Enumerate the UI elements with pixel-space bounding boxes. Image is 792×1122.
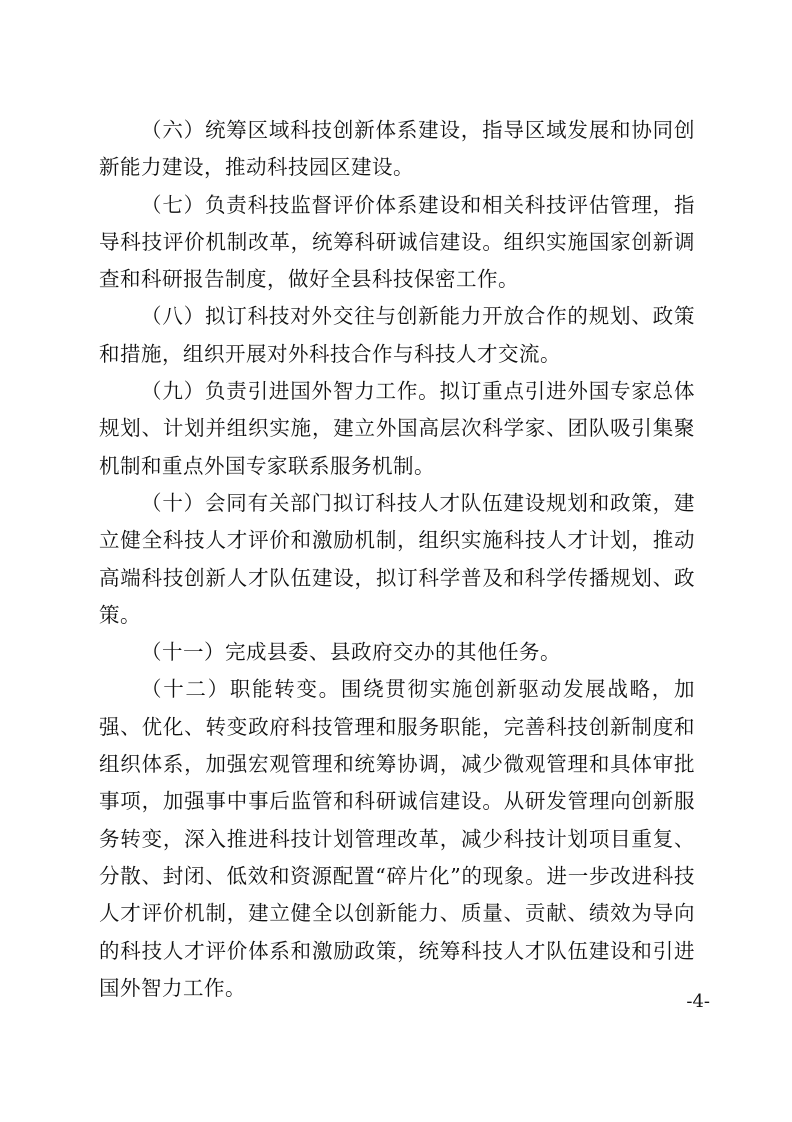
paragraph-item-9: （九）负责引进国外智力工作。拟订重点引进外国专家总体规划、计划并组织实施，建立外国高层次科学家、团队吸引集聚机制和重点外国专家联系服务机制。: [99, 379, 695, 478]
page-number: -4-: [686, 991, 710, 1012]
paragraph-item-8: （八）拟订科技对外交往与创新能力开放合作的规划、政策和措施，组织开展对外科技合作与科技人才交流。: [99, 304, 695, 366]
paragraph-item-11: （十一）完成县委、县政府交办的其他任务。: [141, 640, 561, 665]
paragraph-item-7: （七）负责科技监督评价体系建设和相关科技评估管理，指导科技评价机制改革，统筹科研诚信建设。组织实施国家创新调查和科研报告制度，做好全县科技保密工作。: [99, 192, 695, 292]
paragraph-item-12: （十二）职能转变。围绕贯彻实施创新驱动发展战略，加强、优化、转变政府科技管理和服务职能，完善科技创新制度和组织体系，加强宏观管理和统筹协调，减少微观管理和具体审批事项，加强事中事后监管和科研诚信建设。从研发管理向创新服务转变，深入推进科技计划管理改革，减少科技计划项目重复、分散、封闭、低效和资源配置“碎片化”的现象。进一步改进科技人才评价机制，建立健全以创新能力、质量、贡献、绩效为导向的科技人才评价体系和激励政策，统筹科技人才队伍建设和引进国外智力工作。: [99, 677, 695, 1000]
paragraph-item-10: （十）会同有关部门拟订科技人才队伍建设规划和政策，建立健全科技人才评价和激励机制，组织实施科技人才计划，推动高端科技创新人才队伍建设，拟订科学普及和科学传播规划、政策。: [99, 490, 695, 627]
document-body: [99, 112, 695, 1007]
paragraph-item-6: （六）统筹区域科技创新体系建设，指导区域发展和协同创新能力建设，推动科技园区建设。: [99, 118, 695, 180]
